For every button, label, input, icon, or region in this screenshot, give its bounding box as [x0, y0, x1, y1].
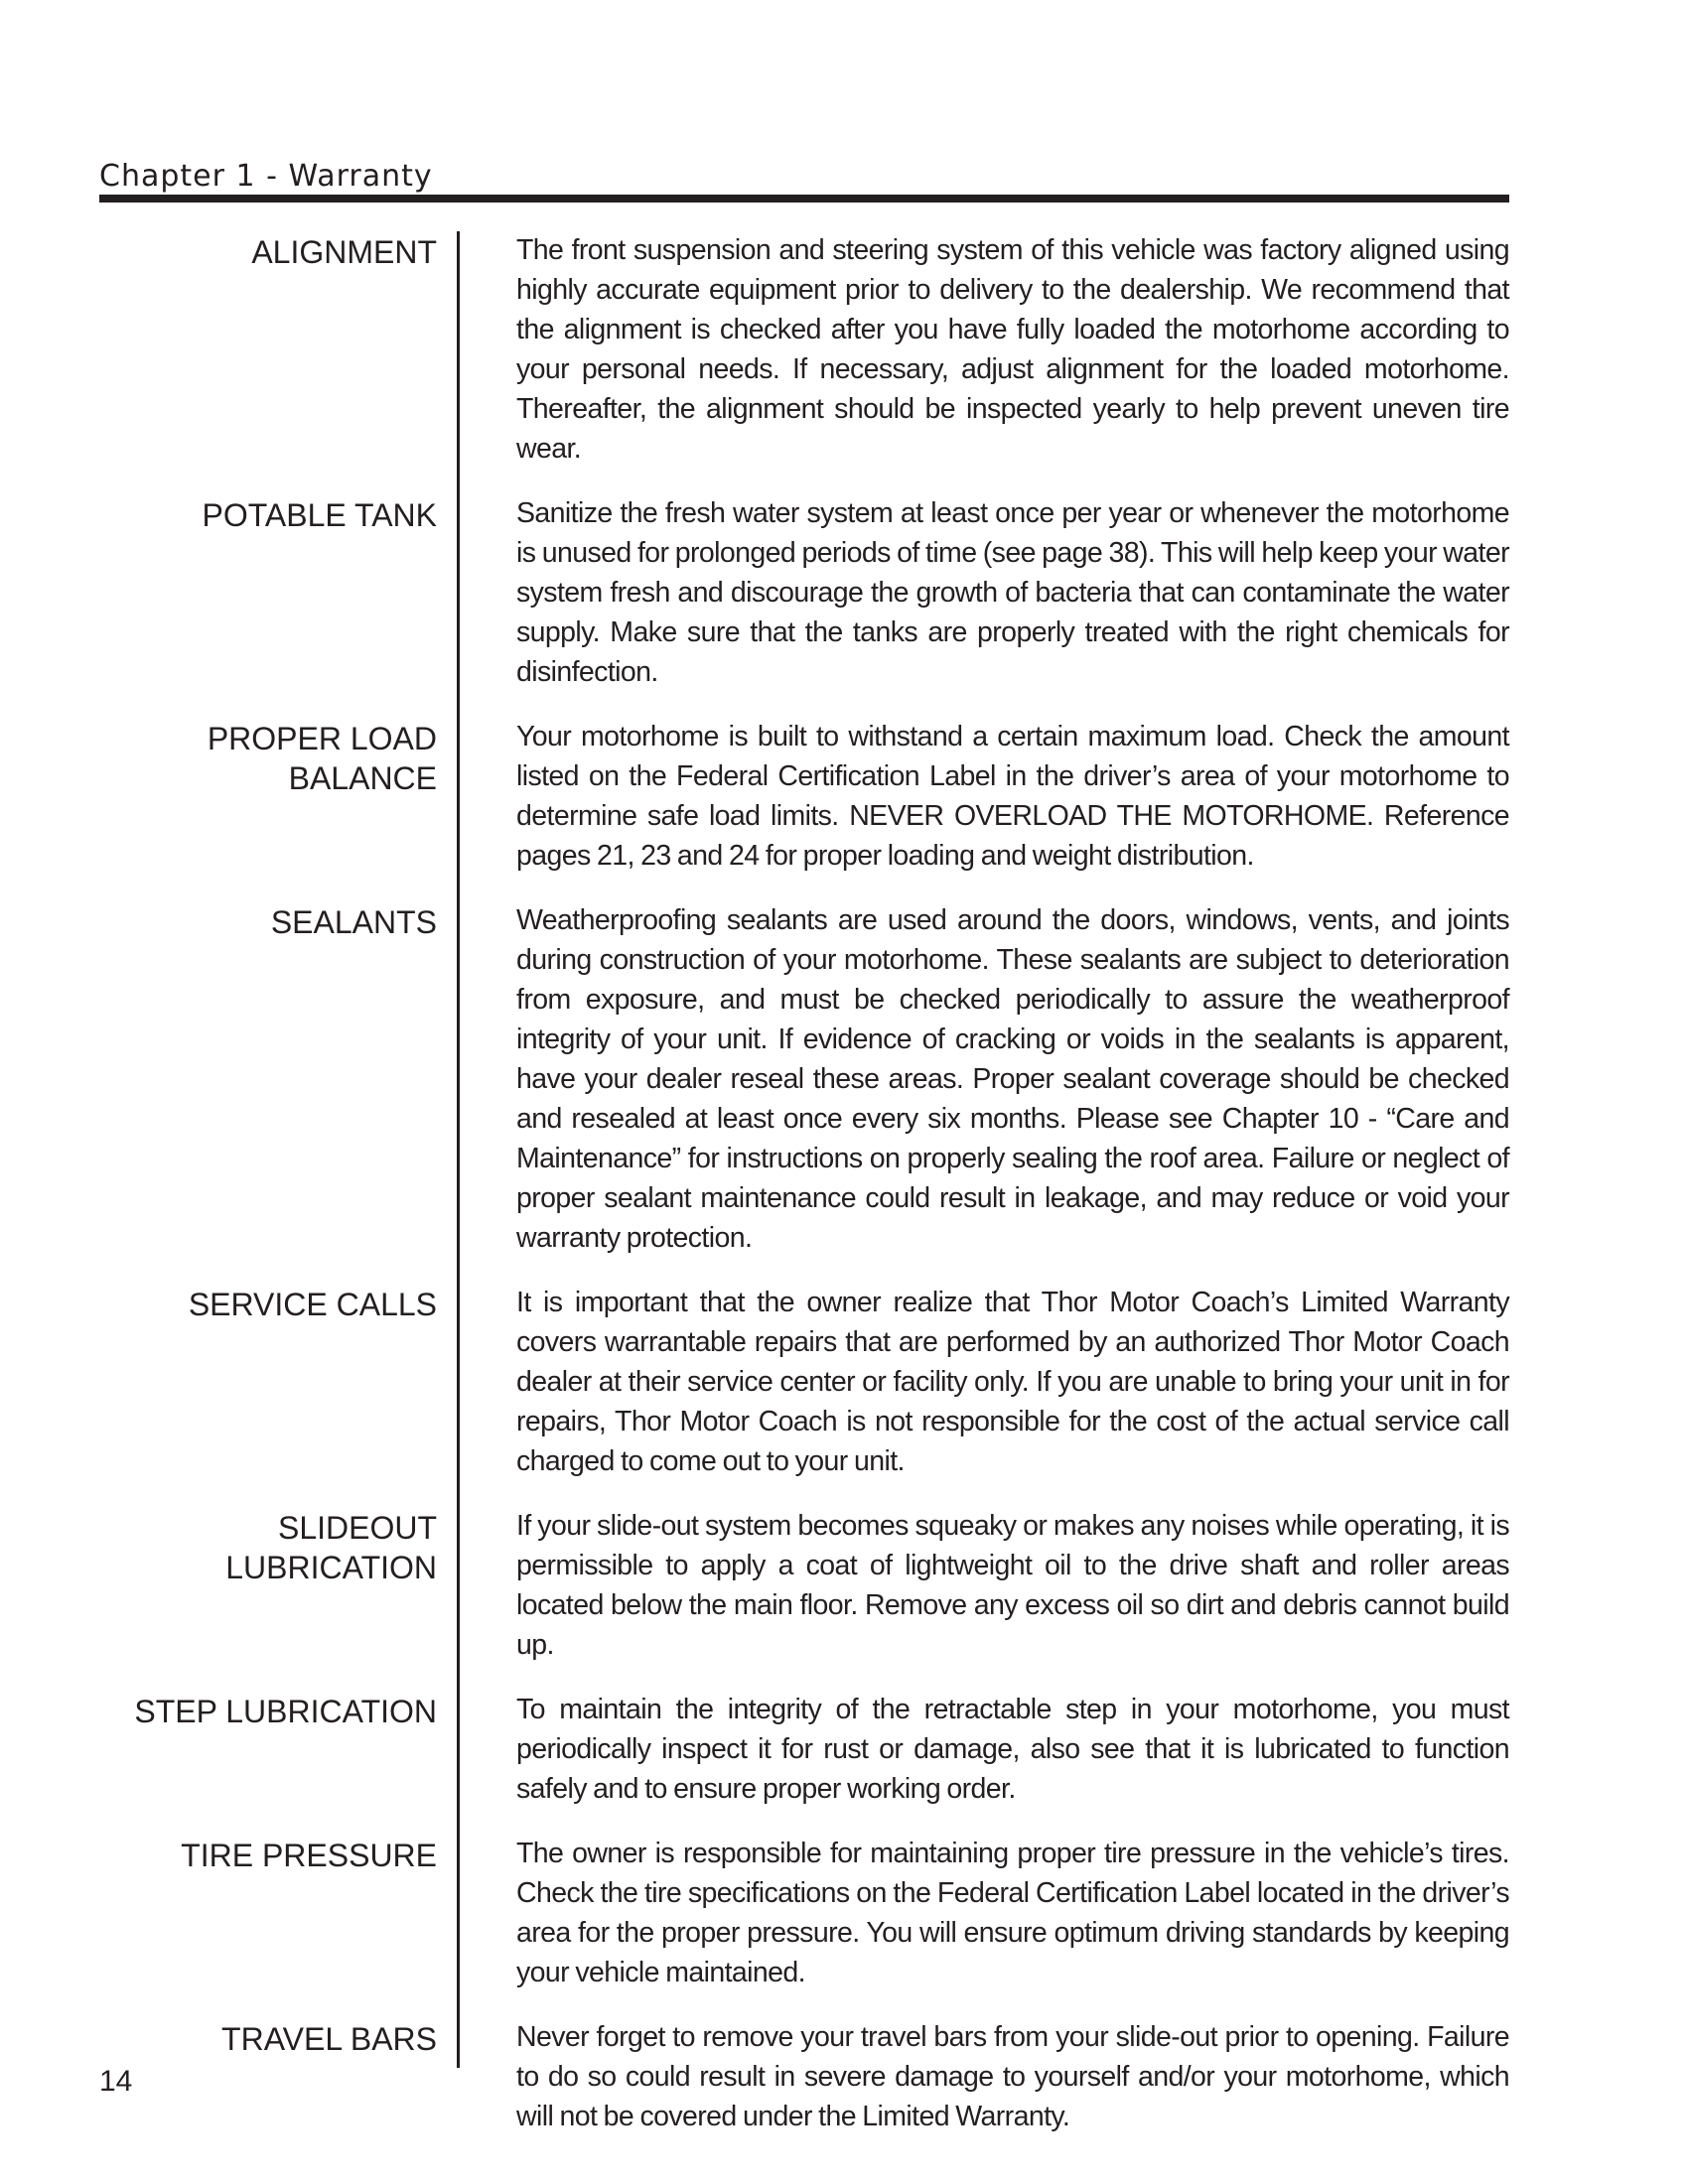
section-label: TIRE PRESSURE [181, 1838, 437, 1873]
section-body: The front suspension and steering system of this vehicle was factory aligned using highly accurate equipment prior to delivery to the dealership. We recommend that the alignment is checked after you have fully loaded the motorhome according to your personal needs. If necessary, adjust alignment for the loaded motorhome. Thereafter, the alignment should be inspected yearly to help prevent uneven tire wear. [516, 234, 1509, 465]
section-body: To maintain the integrity of the retractable step in your motorhome, you must periodically inspect it for rust or damage, also see that it is lubricated to function safely and to ensure proper working order. [516, 1694, 1509, 1805]
section-label: SERVICE CALLS [188, 1287, 437, 1322]
section-label: STEP LUBRICATION [134, 1694, 437, 1729]
section-slideout-lubrication [99, 1506, 1509, 1665]
section-label: SEALANTS [270, 904, 437, 940]
section-label: ALIGNMENT [251, 234, 437, 270]
section-step-lubrication [99, 1690, 1509, 1809]
section-body: The owner is responsible for maintaining proper tire pressure in the vehicle’s tires. Check the tire specifications on the Federal Certification Label located in the driver’s area for the proper pressure. You will ensure optimum driving standards by keeping your vehicle maintained. [516, 1838, 1509, 1988]
section-label: POTABLE TANK [202, 497, 437, 533]
section-label: TRAVEL BARS [221, 2021, 437, 2057]
section-body: Sanitize the fresh water system at least once per year or whenever the motorhome is unused for prolonged periods of time (see page 38). This will help keep your water system fresh and discourage the growth of bacteria that can contaminate the water supply. Make sure that the tanks are properly treated with the right chemicals for disinfection. [516, 497, 1509, 688]
section-body: Weatherproofing sealants are used around the doors, windows, vents, and joints during construction of your motorhome. These sealants are subject to deterioration from exposure, and must be checked periodically to assure the weatherproof integrity of your unit. If evidence of cracking or voids in the sealants is apparent, have your dealer reseal these areas. Proper sealant coverage should be checked and resealed at least once every six months. Please see Chapter 10 - “Care and Maintenance” for instructions on properly sealing the roof area. Failure or neglect of proper sealant maintenance could result in leakage, and may reduce or void your warranty protection. [516, 904, 1509, 1254]
section-tire-pressure [99, 1834, 1509, 1992]
section-body: Never forget to remove your travel bars from your slide-out prior to opening. Failure to do so could result in severe damage to yourself and/or your motorhome, which will not be covered under the Limited Warranty. [516, 2021, 1509, 2132]
section-body: If your slide-out system becomes squeaky or makes any noises while operating, it is permissible to apply a coat of lightweight oil to the drive shaft and roller areas located below the main floor. Remove any excess oil so dirt and debris cannot build up. [516, 1510, 1509, 1661]
section-body: Your motorhome is built to withstand a certain maximum load. Check the amount listed on the Federal Certification Label in the driver’s area of your motorhome to determine safe load limits. NEVER OVERLOAD THE MOTORHOME. Reference pages 21, 23 and 24 for proper loading and weight distribution. [516, 721, 1509, 872]
sections-container [99, 230, 1509, 2161]
page-number: 14 [99, 2065, 133, 2098]
section-travel-bars [99, 2017, 1509, 2136]
section-alignment [99, 230, 1509, 469]
section-label: PROPER LOAD BALANCE [207, 721, 437, 796]
section-body: It is important that the owner realize that Thor Motor Coach’s Limited Warranty covers warrantable repairs that are performed by an authorized Thor Motor Coach dealer at their service center or facility only. If you are unable to bring your unit in for repairs, Thor Motor Coach is not responsible for the cost of the actual service call charged to come out to your unit. [516, 1287, 1509, 1477]
header-rule [99, 195, 1509, 203]
section-service-calls [99, 1283, 1509, 1481]
chapter-title: Chapter 1 - Warranty [99, 159, 433, 194]
section-sealants [99, 900, 1509, 1258]
section-proper-load-balance [99, 717, 1509, 876]
section-label: SLIDEOUT LUBRICATION [225, 1510, 437, 1585]
section-potable-tank [99, 493, 1509, 692]
